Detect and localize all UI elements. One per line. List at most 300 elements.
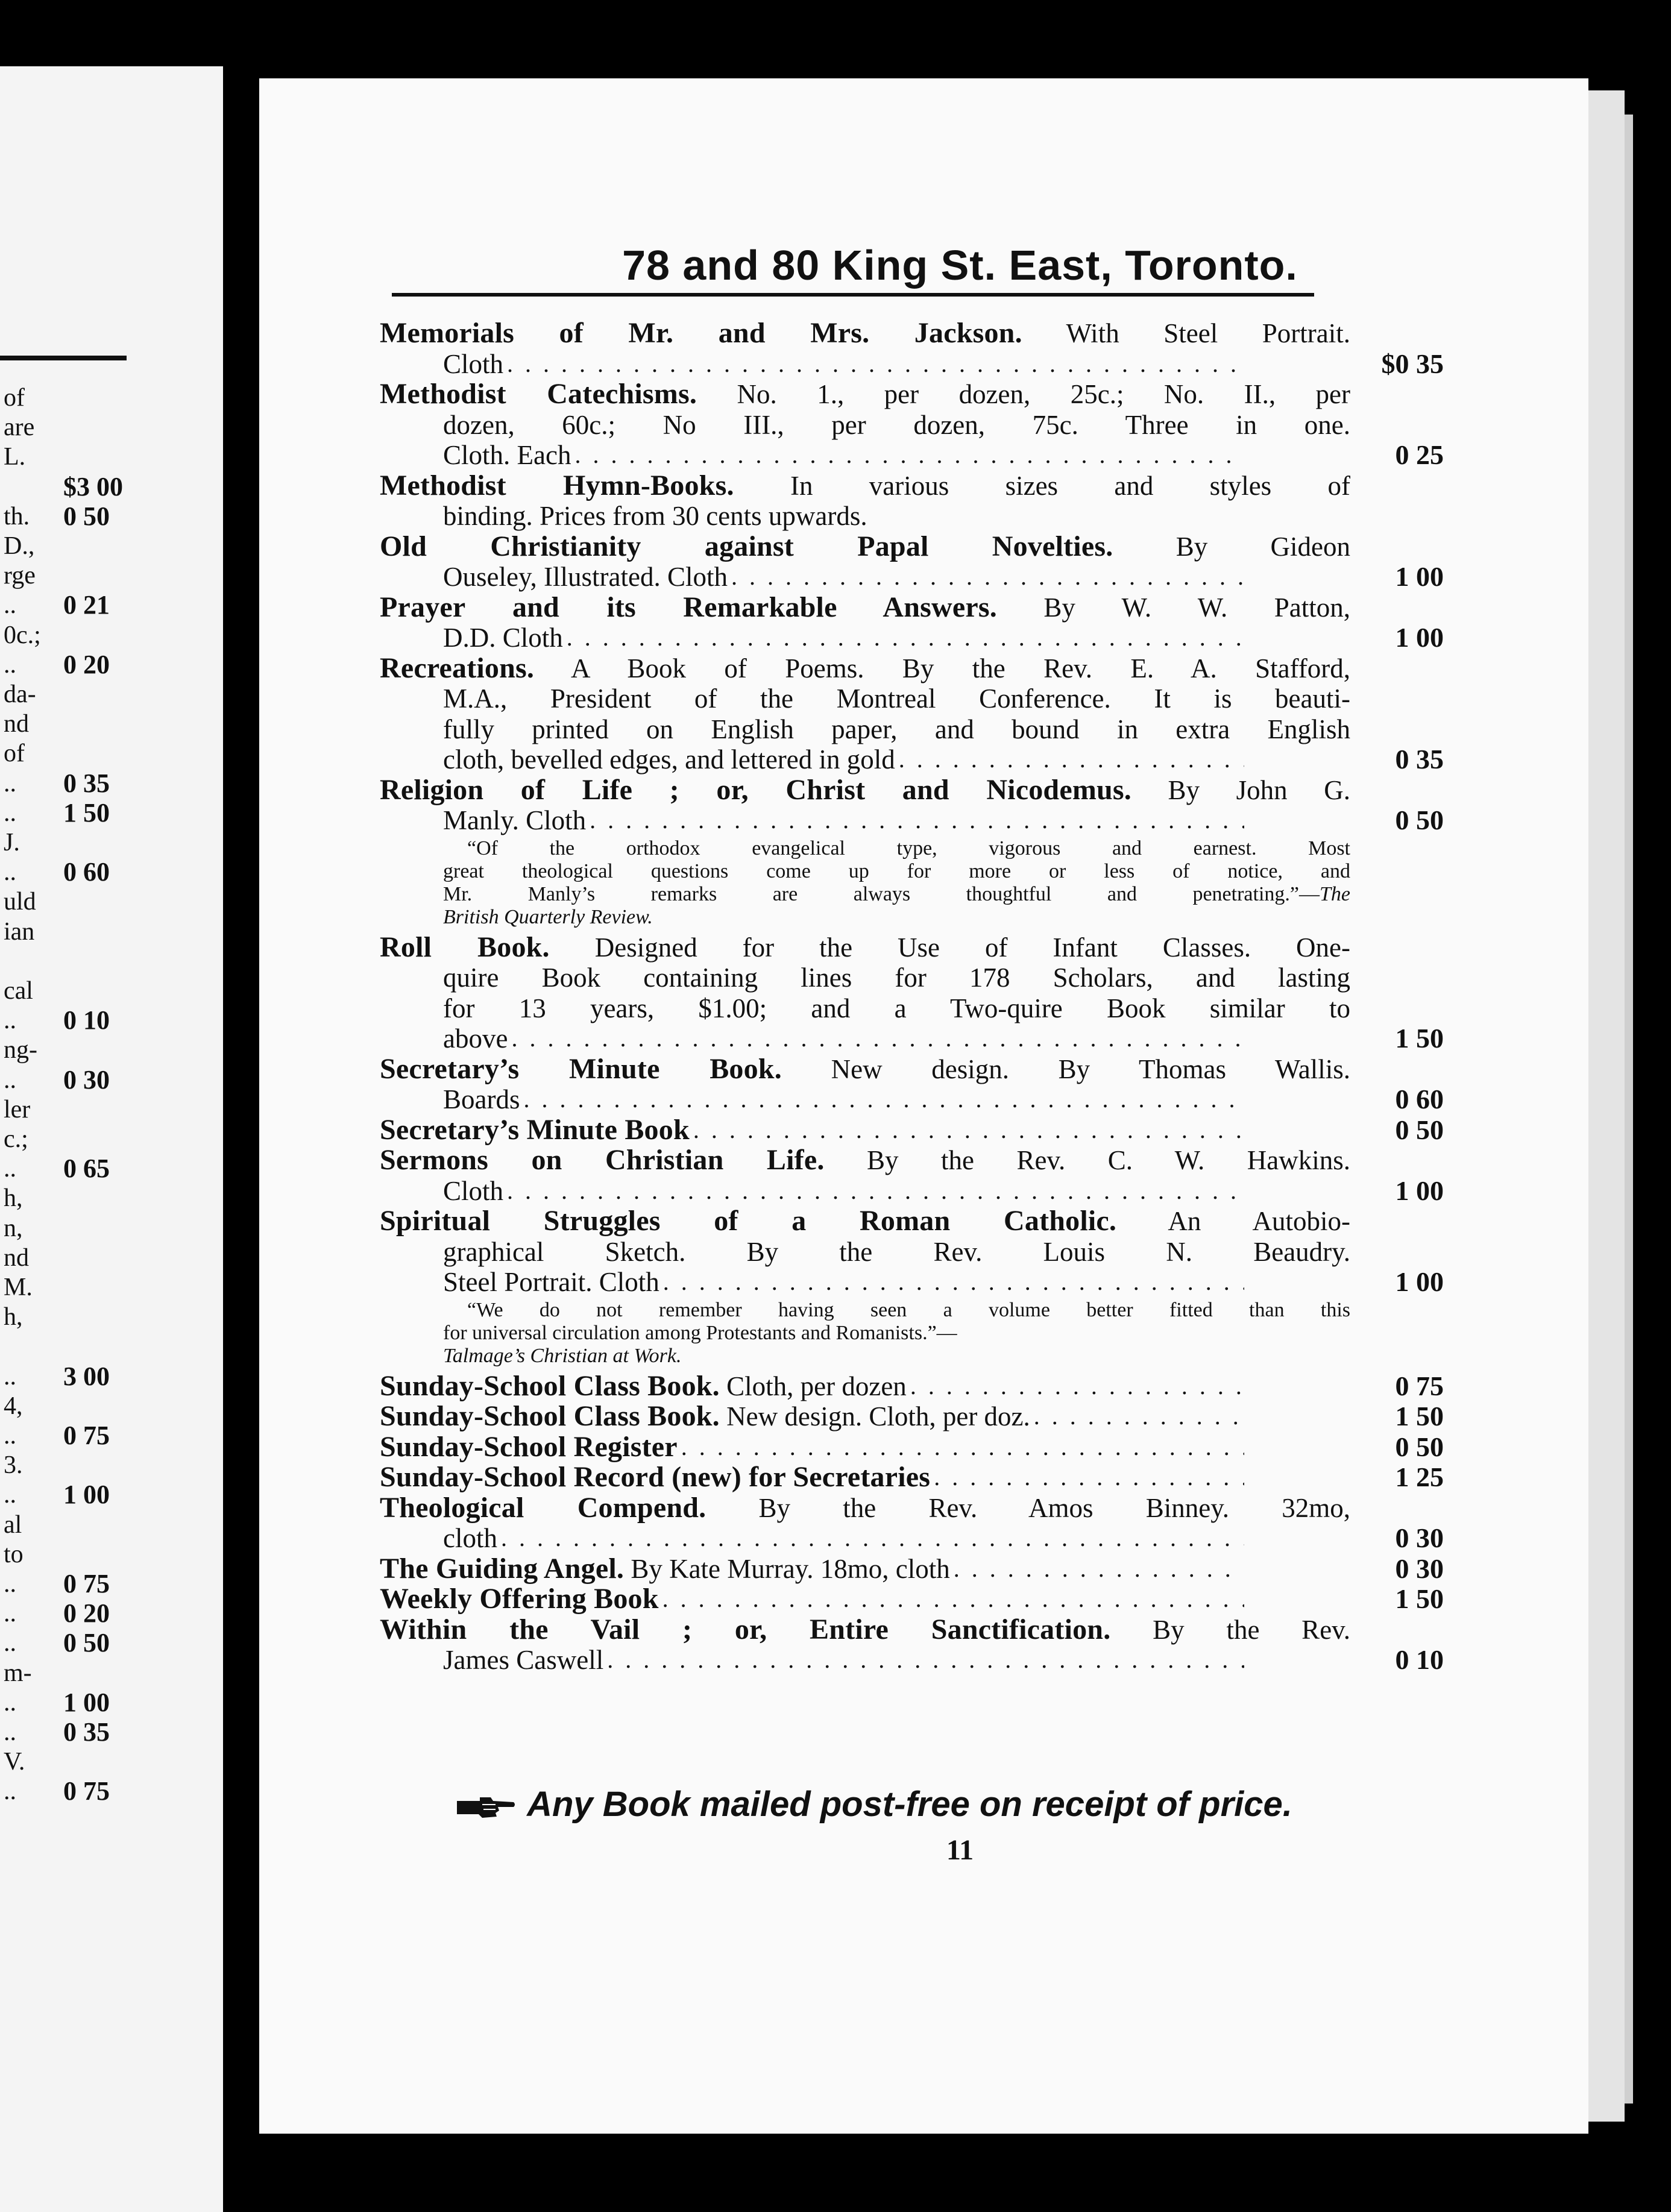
entry-line-text bbox=[380, 1615, 1350, 1645]
entry-line bbox=[380, 1206, 1350, 1237]
entry-text-group bbox=[443, 744, 895, 775]
entry-text: With Steel Portrait. bbox=[1022, 318, 1350, 348]
previous-page-fragment: .. bbox=[4, 1600, 16, 1628]
previous-page-line bbox=[0, 858, 223, 887]
previous-page-line bbox=[0, 1273, 223, 1302]
previous-page-fragment: h, bbox=[4, 1184, 23, 1213]
entry-text: above bbox=[443, 1023, 508, 1054]
entry-text-group bbox=[443, 562, 728, 592]
previous-page-fragment: nd bbox=[4, 1243, 29, 1272]
dot-leader bbox=[910, 1371, 1244, 1402]
entry-text-group bbox=[443, 623, 563, 653]
entry-line bbox=[380, 714, 1350, 745]
previous-page-fragment: D., bbox=[4, 532, 35, 560]
previous-page-line bbox=[0, 828, 223, 857]
previous-page-price: 0 60 bbox=[63, 857, 110, 887]
entry-price: 1 00 bbox=[1395, 622, 1444, 653]
previous-page-line bbox=[0, 1006, 223, 1035]
entry-leader-line bbox=[380, 1371, 1350, 1402]
previous-page-line bbox=[0, 1332, 223, 1361]
previous-page-fragment: .. bbox=[4, 650, 16, 679]
previous-page-line bbox=[0, 1451, 223, 1480]
previous-page-price: 0 65 bbox=[63, 1154, 110, 1184]
previous-page-fragment: uld bbox=[4, 888, 36, 916]
entry-leader-line bbox=[443, 1084, 1350, 1115]
catalog-entry bbox=[380, 1052, 1444, 1115]
entry-title: Weekly Offering Book bbox=[380, 1583, 659, 1615]
entry-text-group bbox=[443, 1084, 520, 1115]
entry-line-text bbox=[380, 379, 1350, 410]
page-edge bbox=[1588, 90, 1625, 2122]
entry-line bbox=[380, 1054, 1350, 1085]
entry-text: A Book of Poems. By the Rev. E. A. Stafford, bbox=[534, 653, 1350, 683]
entry-line bbox=[380, 1430, 1444, 1463]
entry-text: Cloth bbox=[443, 348, 504, 379]
previous-page-line bbox=[0, 1718, 223, 1747]
previous-page-fragment: to bbox=[4, 1540, 24, 1568]
entry-price: 1 25 bbox=[1395, 1462, 1444, 1492]
pointing-hand-icon bbox=[456, 1795, 516, 1819]
previous-page-line bbox=[0, 739, 223, 768]
entry-leader-line bbox=[380, 1584, 1350, 1615]
entry-price: 1 00 bbox=[1395, 1266, 1444, 1297]
previous-page-fragment: da- bbox=[4, 680, 36, 708]
entry-text-group bbox=[380, 1584, 659, 1615]
entry-text: By W. W. Patton, bbox=[996, 592, 1350, 623]
previous-page-line bbox=[0, 1362, 223, 1391]
entry-line bbox=[380, 622, 1444, 653]
previous-page-price: $3 00 bbox=[63, 471, 123, 501]
entry-line-text bbox=[380, 775, 1350, 806]
previous-page-fragment: m- bbox=[4, 1659, 32, 1687]
catalog-entry bbox=[380, 530, 1444, 592]
previous-page-fragment: V. bbox=[4, 1748, 25, 1776]
previous-page-line bbox=[0, 976, 223, 1005]
review-text: great theological questions come up for more or less of notice, and bbox=[443, 859, 1350, 882]
review-text: for universal circulation among Protestants and Romanists.”— bbox=[443, 1321, 957, 1344]
entry-line bbox=[380, 683, 1350, 714]
review-quote-line bbox=[443, 860, 1350, 883]
previous-page-fragment: .. bbox=[4, 1155, 16, 1183]
entry-title: Sunday-School Register bbox=[380, 1430, 678, 1463]
previous-page-fragment: .. bbox=[4, 591, 16, 620]
entry-price: 0 25 bbox=[1395, 439, 1444, 470]
entry-line bbox=[380, 410, 1350, 441]
entry-line bbox=[380, 501, 1350, 532]
entry-line-text bbox=[380, 1206, 1350, 1237]
entry-leader-line bbox=[443, 623, 1350, 653]
entry-leader-line bbox=[443, 1523, 1350, 1554]
entry-text: binding. Prices from 30 cents upwards. bbox=[443, 501, 867, 531]
review-source: Talmage’s Christian at Work. bbox=[443, 1344, 682, 1367]
entry-text: By John G. bbox=[1131, 775, 1350, 805]
catalog-entry bbox=[380, 1430, 1444, 1463]
entry-title: Spiritual Struggles of a Roman Catholic. bbox=[380, 1205, 1117, 1237]
entry-line bbox=[380, 1369, 1444, 1402]
review-quote-line bbox=[443, 906, 1350, 929]
dot-leader bbox=[567, 623, 1244, 653]
previous-page-fragment: cal bbox=[4, 977, 33, 1005]
entry-line bbox=[380, 592, 1350, 623]
entry-line-text bbox=[443, 714, 1350, 745]
entry-line-text bbox=[443, 683, 1350, 714]
entry-line bbox=[380, 932, 1350, 963]
entry-line bbox=[380, 1266, 1444, 1298]
dot-leader bbox=[607, 1645, 1244, 1676]
previous-page-line bbox=[0, 1302, 223, 1331]
previous-page-fragment: ng- bbox=[4, 1036, 37, 1064]
entry-leader-line bbox=[380, 1554, 1350, 1585]
entry-line bbox=[380, 318, 1350, 349]
previous-page-price: 0 50 bbox=[63, 1628, 110, 1658]
catalog-entry bbox=[380, 591, 1444, 653]
previous-page-price: 0 50 bbox=[63, 501, 110, 531]
previous-page-line bbox=[0, 413, 223, 442]
entry-leader-line bbox=[380, 1401, 1350, 1432]
previous-page-line bbox=[0, 1747, 223, 1776]
entry-text-group bbox=[380, 1371, 907, 1402]
book-catalog bbox=[380, 317, 1444, 1676]
review-source: The bbox=[1320, 882, 1350, 905]
review-text: Mr. Manly’s remarks are always thoughtful and penetrating.”— bbox=[443, 882, 1320, 905]
dot-leader bbox=[899, 744, 1244, 775]
previous-page-line bbox=[0, 561, 223, 590]
previous-page-fragment: c.; bbox=[4, 1125, 28, 1153]
catalog-entry bbox=[380, 317, 1444, 379]
entry-line bbox=[380, 1237, 1350, 1268]
entry-price: 0 30 bbox=[1395, 1553, 1444, 1584]
entry-price: 0 75 bbox=[1395, 1370, 1444, 1401]
entry-leader-line bbox=[380, 1462, 1350, 1493]
entry-title: Sunday-School Class Book. bbox=[380, 1369, 720, 1402]
previous-page-fragment: .. bbox=[4, 1777, 16, 1806]
entry-text-group bbox=[380, 1462, 930, 1493]
catalog-entry bbox=[380, 1491, 1444, 1554]
previous-page-fragment: .. bbox=[4, 1481, 16, 1509]
review-text: “We do not remember having seen a volume better fitted than this bbox=[467, 1298, 1350, 1321]
entry-price: 0 30 bbox=[1395, 1522, 1444, 1553]
entry-line bbox=[380, 348, 1444, 380]
entry-text-group bbox=[443, 1645, 603, 1676]
entry-text: graphical Sketch. By the Rev. Louis N. Beaudry. bbox=[443, 1236, 1350, 1267]
previous-page-price: 0 10 bbox=[63, 1005, 110, 1035]
catalog-entry bbox=[380, 1113, 1444, 1146]
entry-text-group bbox=[443, 349, 503, 380]
previous-page-fragment: ler bbox=[4, 1095, 31, 1123]
page-edge-shadow bbox=[1625, 115, 1633, 2104]
entry-price: 1 00 bbox=[1395, 561, 1444, 592]
previous-page-price: 3 00 bbox=[63, 1361, 110, 1391]
entry-price: 0 10 bbox=[1395, 1644, 1444, 1675]
dot-leader bbox=[663, 1267, 1244, 1298]
entry-text: Steel Portrait. Cloth bbox=[443, 1267, 659, 1297]
previous-page-line bbox=[0, 1421, 223, 1450]
entry-line bbox=[380, 1644, 1444, 1676]
entry-line-text bbox=[380, 318, 1350, 349]
entry-line bbox=[380, 653, 1350, 684]
entry-text: D.D. Cloth bbox=[443, 623, 563, 653]
catalog-entry bbox=[380, 931, 1444, 1054]
review-text: “Of the orthodox evangelical type, vigorous and earnest. Most bbox=[467, 837, 1350, 859]
entry-title: Theological Compend. bbox=[380, 1491, 706, 1524]
entry-text-group bbox=[443, 1176, 503, 1207]
entry-line bbox=[380, 805, 1444, 836]
previous-page bbox=[0, 66, 223, 2212]
dot-leader bbox=[524, 1084, 1245, 1115]
entry-line-text bbox=[443, 963, 1350, 993]
entry-title: Methodist Catechisms. bbox=[380, 378, 697, 410]
previous-page-price: 0 21 bbox=[63, 590, 110, 620]
entry-price: 0 35 bbox=[1395, 744, 1444, 775]
previous-page-fragment: L. bbox=[4, 443, 26, 471]
page-number: 11 bbox=[946, 1834, 974, 1866]
dot-leader bbox=[1034, 1401, 1244, 1432]
entry-line-text bbox=[380, 1054, 1350, 1085]
previous-page-line bbox=[0, 1599, 223, 1628]
entry-title: Secretary’s Minute Book. bbox=[380, 1052, 782, 1085]
entry-line bbox=[380, 471, 1350, 501]
review-source: British Quarterly Review. bbox=[443, 905, 653, 928]
entry-text: M.A., President of the Montreal Conference. It is beauti- bbox=[443, 683, 1350, 714]
entry-price: 0 50 bbox=[1395, 1431, 1444, 1462]
previous-page-line bbox=[0, 947, 223, 976]
footer-notice-text: Any Book mailed post-free on receipt of price. bbox=[527, 1785, 1292, 1824]
previous-page-line bbox=[0, 1184, 223, 1213]
entry-line bbox=[380, 1583, 1444, 1615]
footer-notice bbox=[416, 1784, 1332, 1824]
entry-leader-line bbox=[443, 349, 1350, 380]
previous-page-fragment: .. bbox=[4, 769, 16, 797]
entry-title: Sunday-School Class Book. bbox=[380, 1400, 720, 1432]
previous-page-line bbox=[0, 1035, 223, 1064]
previous-page-line bbox=[0, 769, 223, 798]
dot-leader bbox=[590, 805, 1244, 836]
previous-page-fragment: .. bbox=[4, 1629, 16, 1657]
entry-leader-line bbox=[443, 1645, 1350, 1676]
review-quote bbox=[380, 837, 1350, 929]
entry-text: dozen, 60c.; No III., per dozen, 75c. Three in one. bbox=[443, 409, 1350, 440]
entry-line-text bbox=[443, 993, 1350, 1024]
entry-leader-line bbox=[443, 744, 1350, 775]
entry-line bbox=[380, 1084, 1444, 1115]
previous-page-line bbox=[0, 1629, 223, 1657]
previous-page-price: 0 30 bbox=[63, 1064, 110, 1095]
page-gutter bbox=[223, 66, 259, 2212]
previous-page-line bbox=[0, 917, 223, 946]
entry-line bbox=[380, 1113, 1444, 1146]
entry-line bbox=[380, 439, 1444, 471]
previous-page-fragment: .. bbox=[4, 1570, 16, 1598]
entry-leader-line bbox=[380, 1432, 1350, 1463]
catalog-entry bbox=[380, 773, 1444, 929]
previous-page-fragment: .. bbox=[4, 1688, 16, 1717]
previous-page-price: 0 75 bbox=[63, 1421, 110, 1450]
catalog-entry bbox=[380, 1144, 1444, 1206]
previous-page-fragment: .. bbox=[4, 1066, 16, 1094]
previous-page-line bbox=[0, 473, 223, 501]
previous-page-fragment: .. bbox=[4, 799, 16, 827]
entry-text-group bbox=[380, 1401, 1030, 1432]
dot-leader bbox=[731, 562, 1244, 592]
entry-text-group bbox=[443, 805, 586, 836]
previous-page-line bbox=[0, 1659, 223, 1688]
previous-page-fragment: nd bbox=[4, 710, 29, 738]
entry-price: 1 00 bbox=[1395, 1175, 1444, 1206]
entry-price: 0 50 bbox=[1395, 1114, 1444, 1145]
entry-price: 1 50 bbox=[1395, 1023, 1444, 1054]
entry-leader-line bbox=[443, 1023, 1350, 1054]
entry-price: 0 60 bbox=[1395, 1084, 1444, 1114]
entry-text: quire Book containing lines for 178 Scholars, and lasting bbox=[443, 963, 1350, 993]
previous-page-line bbox=[0, 680, 223, 709]
entry-line bbox=[380, 1023, 1444, 1054]
dot-leader bbox=[507, 1176, 1244, 1207]
previous-page-fragment: 3. bbox=[4, 1451, 23, 1480]
entry-text-group bbox=[380, 1432, 678, 1463]
entry-price: $0 35 bbox=[1381, 348, 1444, 379]
entry-leader-line bbox=[443, 805, 1350, 836]
entry-line-text bbox=[380, 1145, 1350, 1176]
previous-page-price: 1 50 bbox=[63, 797, 110, 828]
catalog-entry bbox=[380, 1613, 1444, 1676]
previous-page-line bbox=[0, 1066, 223, 1095]
entry-leader-line bbox=[443, 562, 1350, 592]
previous-page-price: 0 20 bbox=[63, 649, 110, 679]
review-quote-line bbox=[443, 1345, 1350, 1368]
previous-page-fragment: are bbox=[4, 413, 35, 442]
previous-page-line bbox=[0, 1510, 223, 1539]
previous-page-fragment: th. bbox=[4, 502, 30, 530]
entry-title: Methodist Hymn-Books. bbox=[380, 469, 734, 501]
entry-title: Roll Book. bbox=[380, 931, 550, 963]
entry-line bbox=[380, 963, 1350, 993]
entry-text: By the Rev. bbox=[1110, 1614, 1350, 1645]
dot-leader bbox=[662, 1584, 1244, 1615]
previous-page-fragment: .. bbox=[4, 1007, 16, 1035]
catalog-entry bbox=[380, 652, 1444, 775]
previous-page-fragment: .. bbox=[4, 1718, 16, 1746]
entry-line-text bbox=[443, 501, 1350, 532]
entry-text: fully printed on English paper, and bound in extra English bbox=[443, 714, 1350, 744]
previous-page-fragment: of bbox=[4, 384, 25, 412]
previous-page-price: 0 35 bbox=[63, 768, 110, 798]
previous-page-line bbox=[0, 502, 223, 531]
entry-text: cloth, bevelled edges, and lettered in gold bbox=[443, 744, 895, 775]
dot-leader bbox=[954, 1554, 1244, 1585]
previous-page-line bbox=[0, 799, 223, 828]
entry-title: The Guiding Angel. bbox=[380, 1552, 625, 1585]
previous-page-line bbox=[0, 1777, 223, 1806]
previous-page-price: 0 75 bbox=[63, 1569, 110, 1598]
previous-page-fragment: M. bbox=[4, 1274, 33, 1301]
entry-line bbox=[380, 744, 1444, 775]
review-quote bbox=[380, 1299, 1350, 1368]
page-header: 78 and 80 King St. East, Toronto. bbox=[622, 242, 1298, 289]
entry-text-group bbox=[443, 1023, 508, 1054]
previous-page-line bbox=[0, 1243, 223, 1272]
entry-text: By Kate Murray. 18mo, cloth bbox=[624, 1553, 950, 1584]
entry-text: By Gideon bbox=[1113, 531, 1350, 562]
entry-leader-line bbox=[443, 1267, 1350, 1298]
catalog-entry bbox=[380, 1205, 1444, 1368]
entry-text-group bbox=[443, 440, 571, 471]
dot-leader bbox=[934, 1462, 1244, 1493]
previous-page-price: 0 35 bbox=[63, 1717, 110, 1747]
entry-line bbox=[380, 379, 1350, 410]
entry-line bbox=[380, 1461, 1444, 1493]
review-quote-line bbox=[443, 883, 1350, 906]
entry-line-text bbox=[380, 532, 1350, 562]
entry-text-group bbox=[443, 1523, 497, 1554]
catalog-entry bbox=[380, 378, 1444, 471]
entry-line bbox=[380, 1552, 1444, 1585]
entry-line-text bbox=[380, 1493, 1350, 1524]
review-quote-line bbox=[443, 1299, 1350, 1322]
previous-page-line bbox=[0, 650, 223, 679]
previous-page-fragment: of bbox=[4, 740, 25, 768]
entry-text: By the Rev. Amos Binney. 32mo, bbox=[706, 1492, 1350, 1523]
previous-page-line bbox=[0, 1095, 223, 1124]
entry-title: Recreations. bbox=[380, 652, 535, 684]
catalog-entry bbox=[380, 1400, 1444, 1432]
entry-line-text bbox=[380, 653, 1350, 684]
entry-line bbox=[380, 532, 1350, 562]
header-rule bbox=[392, 293, 1314, 297]
entry-text: An Autobio- bbox=[1116, 1206, 1350, 1236]
previous-page-fragment: al bbox=[4, 1510, 22, 1539]
entry-price: 1 50 bbox=[1395, 1583, 1444, 1614]
entry-text: Designed for the Use of Infant Classes. One- bbox=[549, 932, 1350, 963]
review-quote-line bbox=[443, 837, 1350, 860]
entry-text: Ouseley, Illustrated. Cloth bbox=[443, 562, 728, 592]
review-quote-line bbox=[443, 1322, 1350, 1345]
entry-line bbox=[380, 1175, 1444, 1207]
previous-page-rule bbox=[0, 356, 127, 360]
entry-line bbox=[380, 1522, 1444, 1554]
dot-leader bbox=[693, 1115, 1244, 1146]
previous-page-fragment: .. bbox=[4, 1362, 16, 1390]
catalog-entry bbox=[380, 471, 1350, 532]
previous-page-line bbox=[0, 887, 223, 916]
entry-text-group bbox=[443, 1267, 659, 1298]
dot-leader bbox=[574, 440, 1244, 471]
entry-text: Manly. Cloth bbox=[443, 805, 587, 835]
entry-line-text bbox=[443, 410, 1350, 441]
entry-price: 1 50 bbox=[1395, 1401, 1444, 1431]
previous-page-price: 0 75 bbox=[63, 1776, 110, 1806]
dot-leader bbox=[681, 1432, 1244, 1463]
previous-page-line bbox=[0, 1154, 223, 1183]
previous-page-line bbox=[0, 591, 223, 620]
previous-page-fragment: .. bbox=[4, 858, 16, 887]
previous-page-price: 1 00 bbox=[63, 1480, 110, 1510]
entry-line bbox=[380, 1615, 1350, 1645]
previous-page-price: 1 00 bbox=[63, 1687, 110, 1717]
entry-line bbox=[380, 775, 1350, 806]
entry-title: Secretary’s Minute Book bbox=[380, 1113, 690, 1146]
entry-text: Cloth, per dozen bbox=[719, 1371, 907, 1401]
entry-price: 0 50 bbox=[1395, 805, 1444, 835]
entry-line-text bbox=[380, 592, 1350, 623]
entry-text: cloth bbox=[443, 1523, 497, 1553]
catalog-page bbox=[259, 78, 1588, 2134]
entry-leader-line bbox=[443, 440, 1350, 471]
entry-text: Cloth. Each bbox=[443, 440, 571, 470]
entry-text: New design. By Thomas Wallis. bbox=[781, 1054, 1350, 1084]
previous-page-line bbox=[0, 1125, 223, 1154]
entry-text-group bbox=[380, 1115, 690, 1146]
previous-page-price: 0 20 bbox=[63, 1598, 110, 1629]
